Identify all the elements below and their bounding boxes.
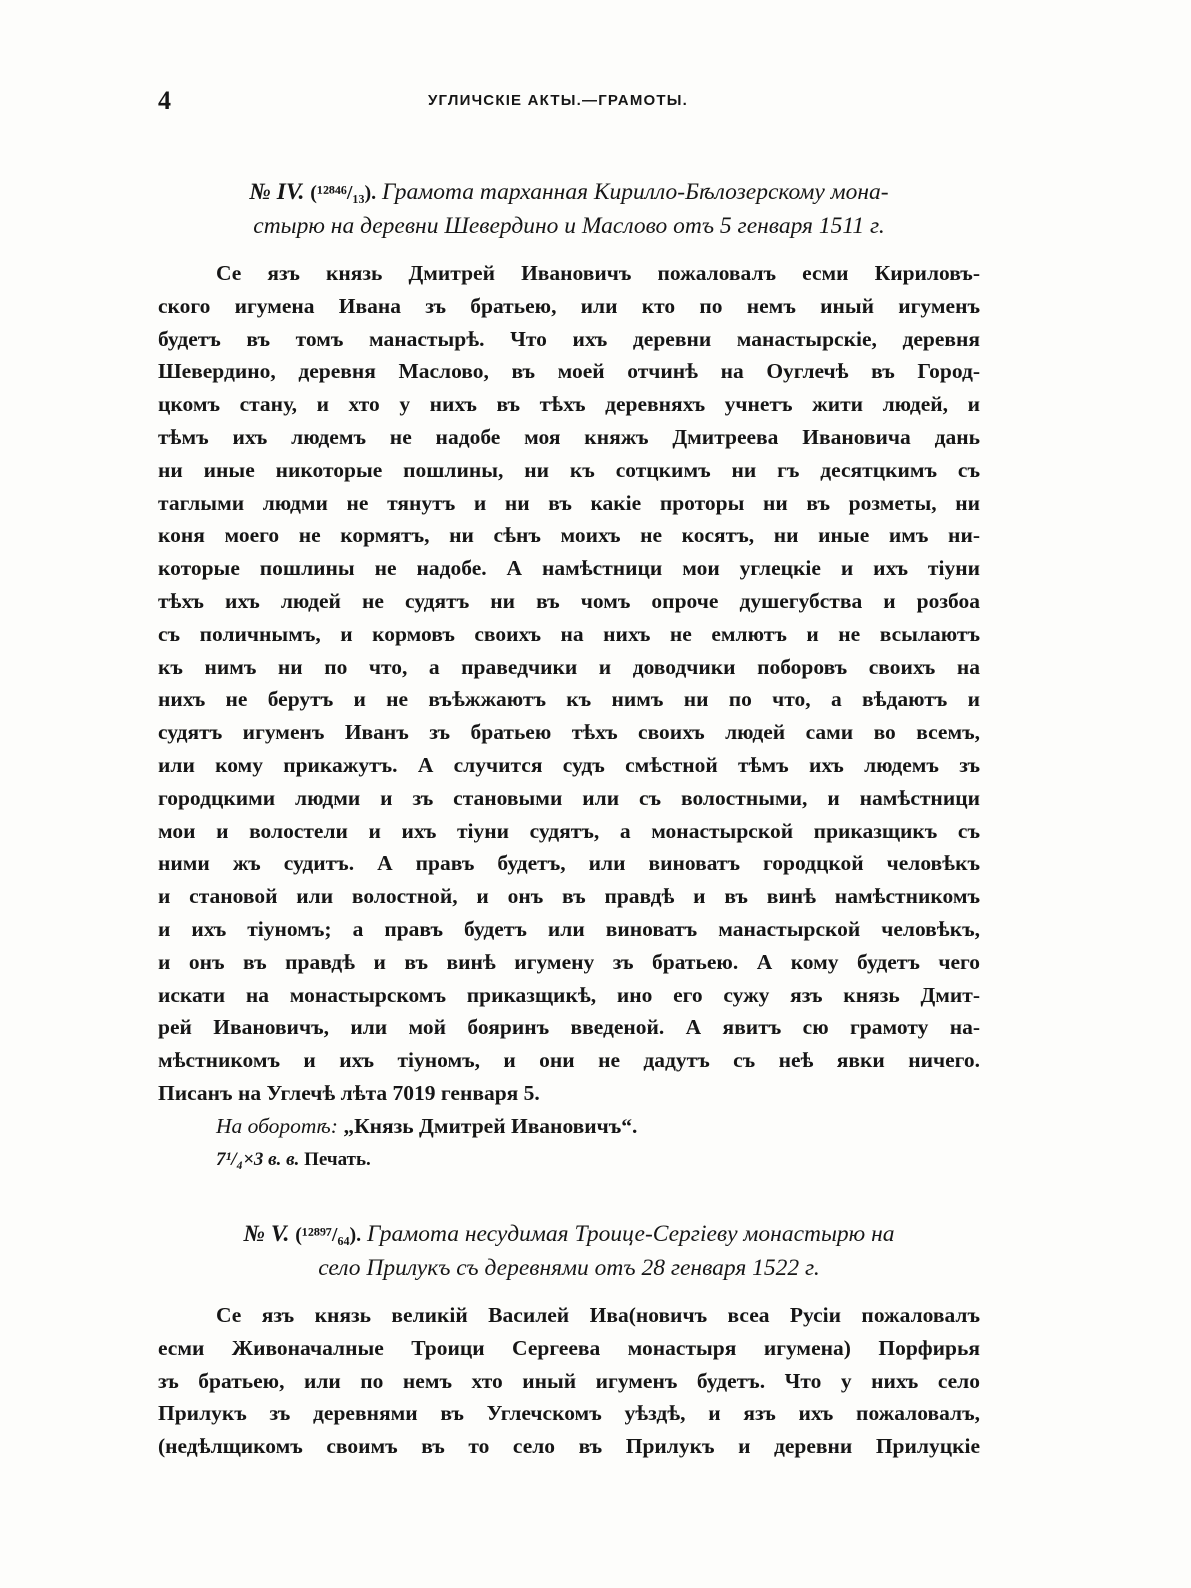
document-dimensions-line [158,1143,980,1176]
endorsement-text: „Князь Дмитрей Ивановичъ“. [343,1113,638,1138]
text-line: нихъ не берутъ и не въѣжжаютъ къ нимъ ни по что, а вѣдаютъ и [158,687,980,712]
text-line: тѣмъ ихъ людемъ не надобе моя княжъ Дмитреева Ивановича дань [158,424,980,449]
text-line: и ихъ тіуномъ; а правъ будетъ или виноватъ манастырской человѣкъ, [158,916,980,941]
document-number: № IV. [249,179,305,205]
text-line: ними жъ судитъ. А правъ будетъ, или виноватъ городцкой человѣкъ [158,851,980,876]
archive-reference: (¹²⁸⁴⁶/₁₃). [310,182,377,204]
document-title-line: стырю на деревни Шевердино и Маслово отъ 5 генваря 1511 г. [253,213,885,239]
page-number: 4 [158,86,171,115]
text-line: къ нимъ ни по что, а праведчики и доводчики поборовъ своихъ на [158,654,980,679]
document-number: № V. [243,1221,290,1247]
text-line: городцкими людми и зъ становыми или съ волостными, и намѣстници [158,785,980,810]
text-line: (недѣлщикомъ своимъ въ то село въ Прилукъ и деревни Прилуцкіе [158,1434,980,1459]
document-heading [158,1218,980,1252]
document-text [158,1299,980,1463]
document-v [158,1218,980,1463]
document-heading [158,176,980,210]
seal-note: Печать. [304,1148,371,1170]
text-line: будетъ въ томъ манастырѣ. Что ихъ деревни манастырскіе, деревня [158,326,980,351]
text-line: Се язъ князь великій Василей Ива(новичъ всеа Русіи пожаловалъ [216,1303,980,1327]
text-line: судятъ игуменъ Иванъ зъ братьею тѣхъ своихъ людей сами во всемъ, [158,720,980,745]
document-title-line: село Прилукъ съ деревнями отъ 28 генваря 1522 г. [318,1255,820,1281]
archive-reference: (¹²⁸⁹⁷/₆₄). [295,1224,362,1246]
text-line: таглыми людми не тянутъ и ни въ какіе проторы ни въ розметы, ни [158,490,980,515]
text-line: Се язъ князь Дмитрей Ивановичъ пожаловалъ есми Кириловъ- [216,261,980,285]
text-line: тѣхъ ихъ людей не судятъ ни въ чомъ опроче душегубства и розбоа [158,588,980,613]
document-title-line: Грамота тарханная Кирилло-Бѣлозерскому мона- [382,179,889,205]
text-line: Шевердино, деревня Маслово, въ моей отчинѣ на Оуглечѣ въ Город- [158,359,980,384]
running-head [158,86,980,118]
running-title: УГЛИЧСКІЕ АКТЫ.—ГРАМОТЫ. [428,92,689,109]
text-line: Писанъ на Углечѣ лѣта 7019 генваря 5. [158,1080,540,1105]
text-line: которые пошлины не надобе. А намѣстници мои углецкіе и ихъ тіуни [158,556,980,581]
document-text [158,257,980,1110]
text-line: и онъ въ правдѣ и въ винѣ игумену зъ братьею. А кому будетъ чего [158,949,980,974]
text-line: съ поличнымъ, и кормовъ своихъ на нихъ не емлютъ и не всылаютъ [158,621,980,646]
text-line: искати на монастырскомъ приказщикѣ, ино его сужу язъ князь Дмит- [158,982,980,1007]
text-line: рей Ивановичъ, или мой бояринъ введеной. А явитъ сю грамоту на- [158,1015,980,1040]
text-line: или кому прикажутъ. А случится судъ смѣстной тѣмъ ихъ людемъ зъ [158,752,980,777]
text-line: ни иные никоторые пошлины, ни къ сотцкимъ ни гъ десятцкимъ съ [158,457,980,482]
text-line: и становой или волостной, и онъ въ правдѣ и въ винѣ намѣстникомъ [158,884,980,909]
text-line: цкомъ стану, и хто у нихъ въ тѣхъ деревняхъ учнетъ жити людей, и [158,392,980,417]
text-line: ского игумена Ивана зъ братьею, или кто по немъ иный игуменъ [158,293,980,318]
document-title-line: Грамота несудимая Троице-Сергіеву монастырю на [367,1221,895,1247]
text-line: зъ братьею, или по немъ хто иный игуменъ будетъ. Что у нихъ село [158,1368,980,1393]
endorsement [158,1110,980,1143]
document-iv [158,176,980,1176]
text-line: мѣстникомъ и ихъ тіуномъ, и они не дадутъ съ неѣ явки ничего. [158,1048,980,1073]
text-line: мои и волостели и ихъ тіуни судятъ, а монастырской приказщикъ съ [158,818,980,843]
text-line: коня моего не кормятъ, ни сѣнъ моихъ не косятъ, ни иные имъ ни- [158,523,980,548]
endorsement-label: На оборотѣ: [216,1113,338,1138]
text-line: есми Живоначалные Троици Сергеева монастыря игумена) Порфирья [158,1335,980,1360]
text-line: Прилукъ зъ деревнями въ Углечскомъ уѣздѣ, и язъ ихъ пожаловалъ, [158,1401,980,1426]
document-dimensions: 7¹/₄×3 в. в. [216,1148,300,1170]
